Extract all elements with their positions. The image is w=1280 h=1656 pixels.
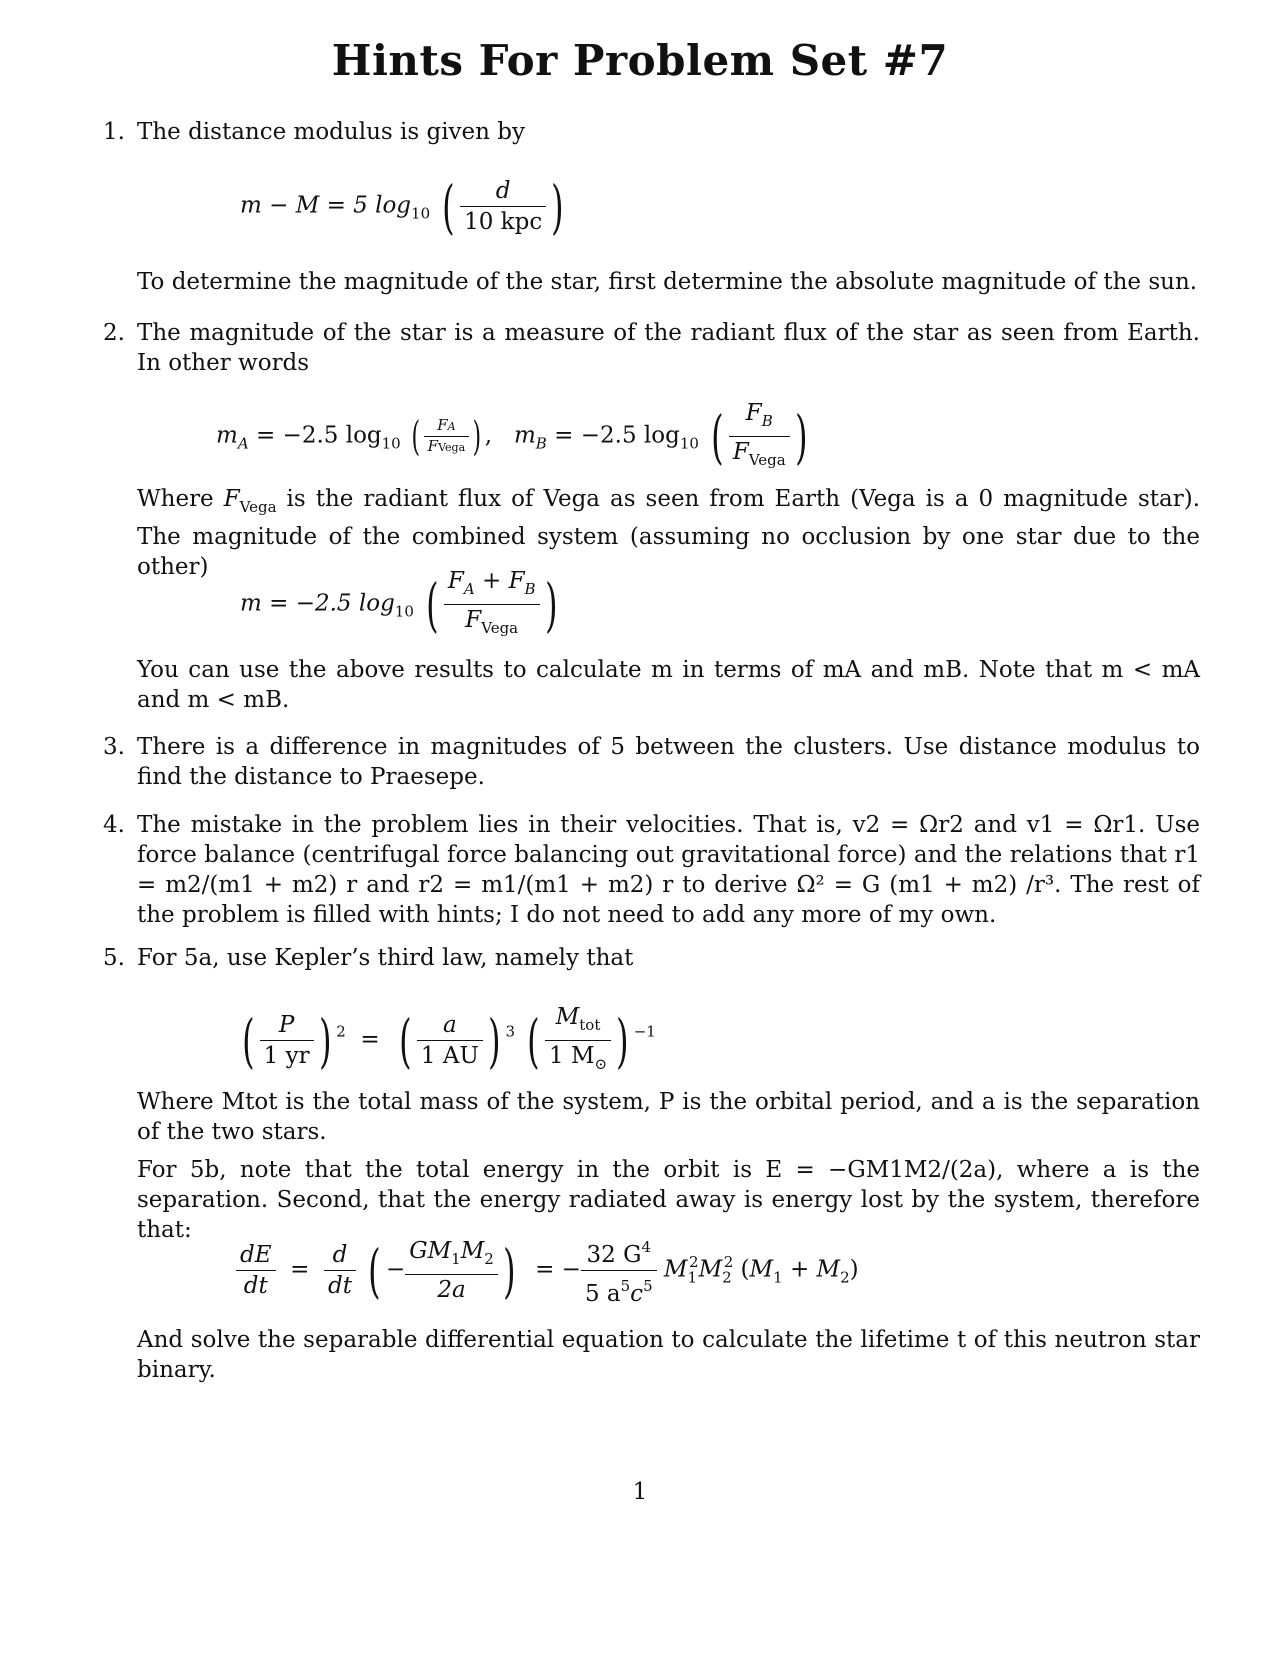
dm-lhs: m − M = 5 log — [240, 192, 412, 219]
kepler-p: P — [260, 1010, 314, 1041]
vega-subscript: Vega — [748, 451, 786, 469]
distance-modulus-equation: m − M = 5 $\log_{10}$ ( $\frac{d}{\text{10 kpc}}$ ) — [240, 172, 564, 241]
page-title: Hints For Problem Set #7 — [331, 36, 949, 85]
kepler-au: 1 AU — [420, 1043, 479, 1069]
kepler-msun: 1 M — [549, 1043, 595, 1069]
ma-rhs: = −2.5 log — [248, 422, 382, 449]
kepler-a: a — [417, 1010, 483, 1041]
item-4-text: The mistake in the problem lies in their velocities. That is, v2 = Ωr2 and v1 = Ωr1. Use force balance (centrifugal force balancing out gravitational force) and the relations that r1 = m2/(m1 + m2) r and r2 = m1/(m1 + m2) r to derive Ω² = G (m1 + m2) /r³. The rest of the problem is filled with hints; I do not need to add any more of my own. — [137, 812, 1200, 928]
item-2-note-b: is the radiant flux of Vega as seen from Earth (Vega is a 0 magnitude star). The magnitude of the combined system (assuming no occlusion by one star due to the other) — [137, 486, 1201, 580]
dm-denominator: 10 kpc — [464, 209, 543, 235]
item-number-2: 2. — [103, 320, 125, 346]
kepler-equation: ( $\frac{P}{1 yr}$ ) $^2$ = ( $\frac{a}{1 AU}$ ) $^3$ ( $\frac{M_{tot}}{1 M_⊙}$ ) $^{-1}$ — [242, 1004, 656, 1075]
item-2-note2: You can use the above results to calculate m in terms of mA and mB. Note that m < mA and m < mB. — [137, 657, 1200, 713]
energy-loss-equation: $\frac{dE}{dt}$ = $\frac{d}{dt}$ ( − $\frac{GM_1M_2}{2a}$ ) = − $\frac{32 G^4}{5 a^5c^5}$ $M_1^2M_2^2$ $(M_1 + M_2)$ — [236, 1232, 859, 1309]
mb-rhs: = −2.5 log — [546, 422, 680, 449]
dm-numerator: d — [460, 176, 546, 207]
item-number-5: 5. — [103, 945, 125, 971]
kepler-m: M — [555, 1004, 580, 1030]
item-1-note: To determine the magnitude of the star, first determine the absolute magnitude of the sun. — [137, 269, 1198, 295]
energy-mid-den: 2a — [437, 1277, 466, 1303]
magnitude-equations: $m_A = -2.5$ $\log_{10}$ ( $\frac{FA}{\text{FVega}}$ ) , $m_B = -2.5$ $\log_{10}$ ( $\frac{F_B}{F_{Vega}}$ ) — [216, 400, 808, 471]
item-2-note: Where $F_{Vega}$ is the radiant flux of Vega as seen from Earth (Vega is a 0 magnitude star). The magnitude of the combined system (assuming no occlusion by one star due to the other) — [137, 486, 1201, 580]
item-5-text: For 5a, use Kepler’s third law, namely that — [137, 945, 634, 971]
energy-rhs-den: 5 a — [584, 1281, 621, 1307]
item-5-note3: And solve the separable differential equation to calculate the lifetime t of this neutron star binary. — [137, 1327, 1200, 1383]
energy-rhs-num: 32 G — [586, 1242, 642, 1268]
energy-mid-num: GM — [409, 1238, 452, 1264]
item-3-text: There is a difference in magnitudes of 5 between the clusters. Use distance modulus to find the distance to Praesepe. — [137, 734, 1200, 790]
page-number: 1 — [632, 1479, 648, 1505]
kepler-yr: 1 yr — [263, 1043, 310, 1069]
m-lhs: m = −2.5 log — [240, 590, 395, 617]
item-number-4: 4. — [103, 812, 125, 838]
item-1-text: The distance modulus is given by — [137, 119, 526, 145]
item-2-text: The magnitude of the star is a measure of the radiant flux of the star as seen from Earth. In other words — [137, 320, 1200, 376]
item-number-1: 1. — [103, 119, 125, 145]
item-5-note2: For 5b, note that the total energy in the orbit is E = −GM1M2/(2a), where a is the separation. Second, that the energy radiated away is energy lost by the system, therefore that: — [137, 1157, 1200, 1243]
combined-magnitude-equation: m = −2.5 $\log_{10}$ ( $\frac{F_A + F_B}{F_{Vega}}$ ) — [240, 568, 558, 639]
item-5-note: Where Mtot is the total mass of the system, P is the orbital period, and a is the separation of the two stars. — [137, 1089, 1200, 1145]
item-number-3: 3. — [103, 734, 125, 760]
item-2-note-a: Where — [137, 486, 224, 512]
